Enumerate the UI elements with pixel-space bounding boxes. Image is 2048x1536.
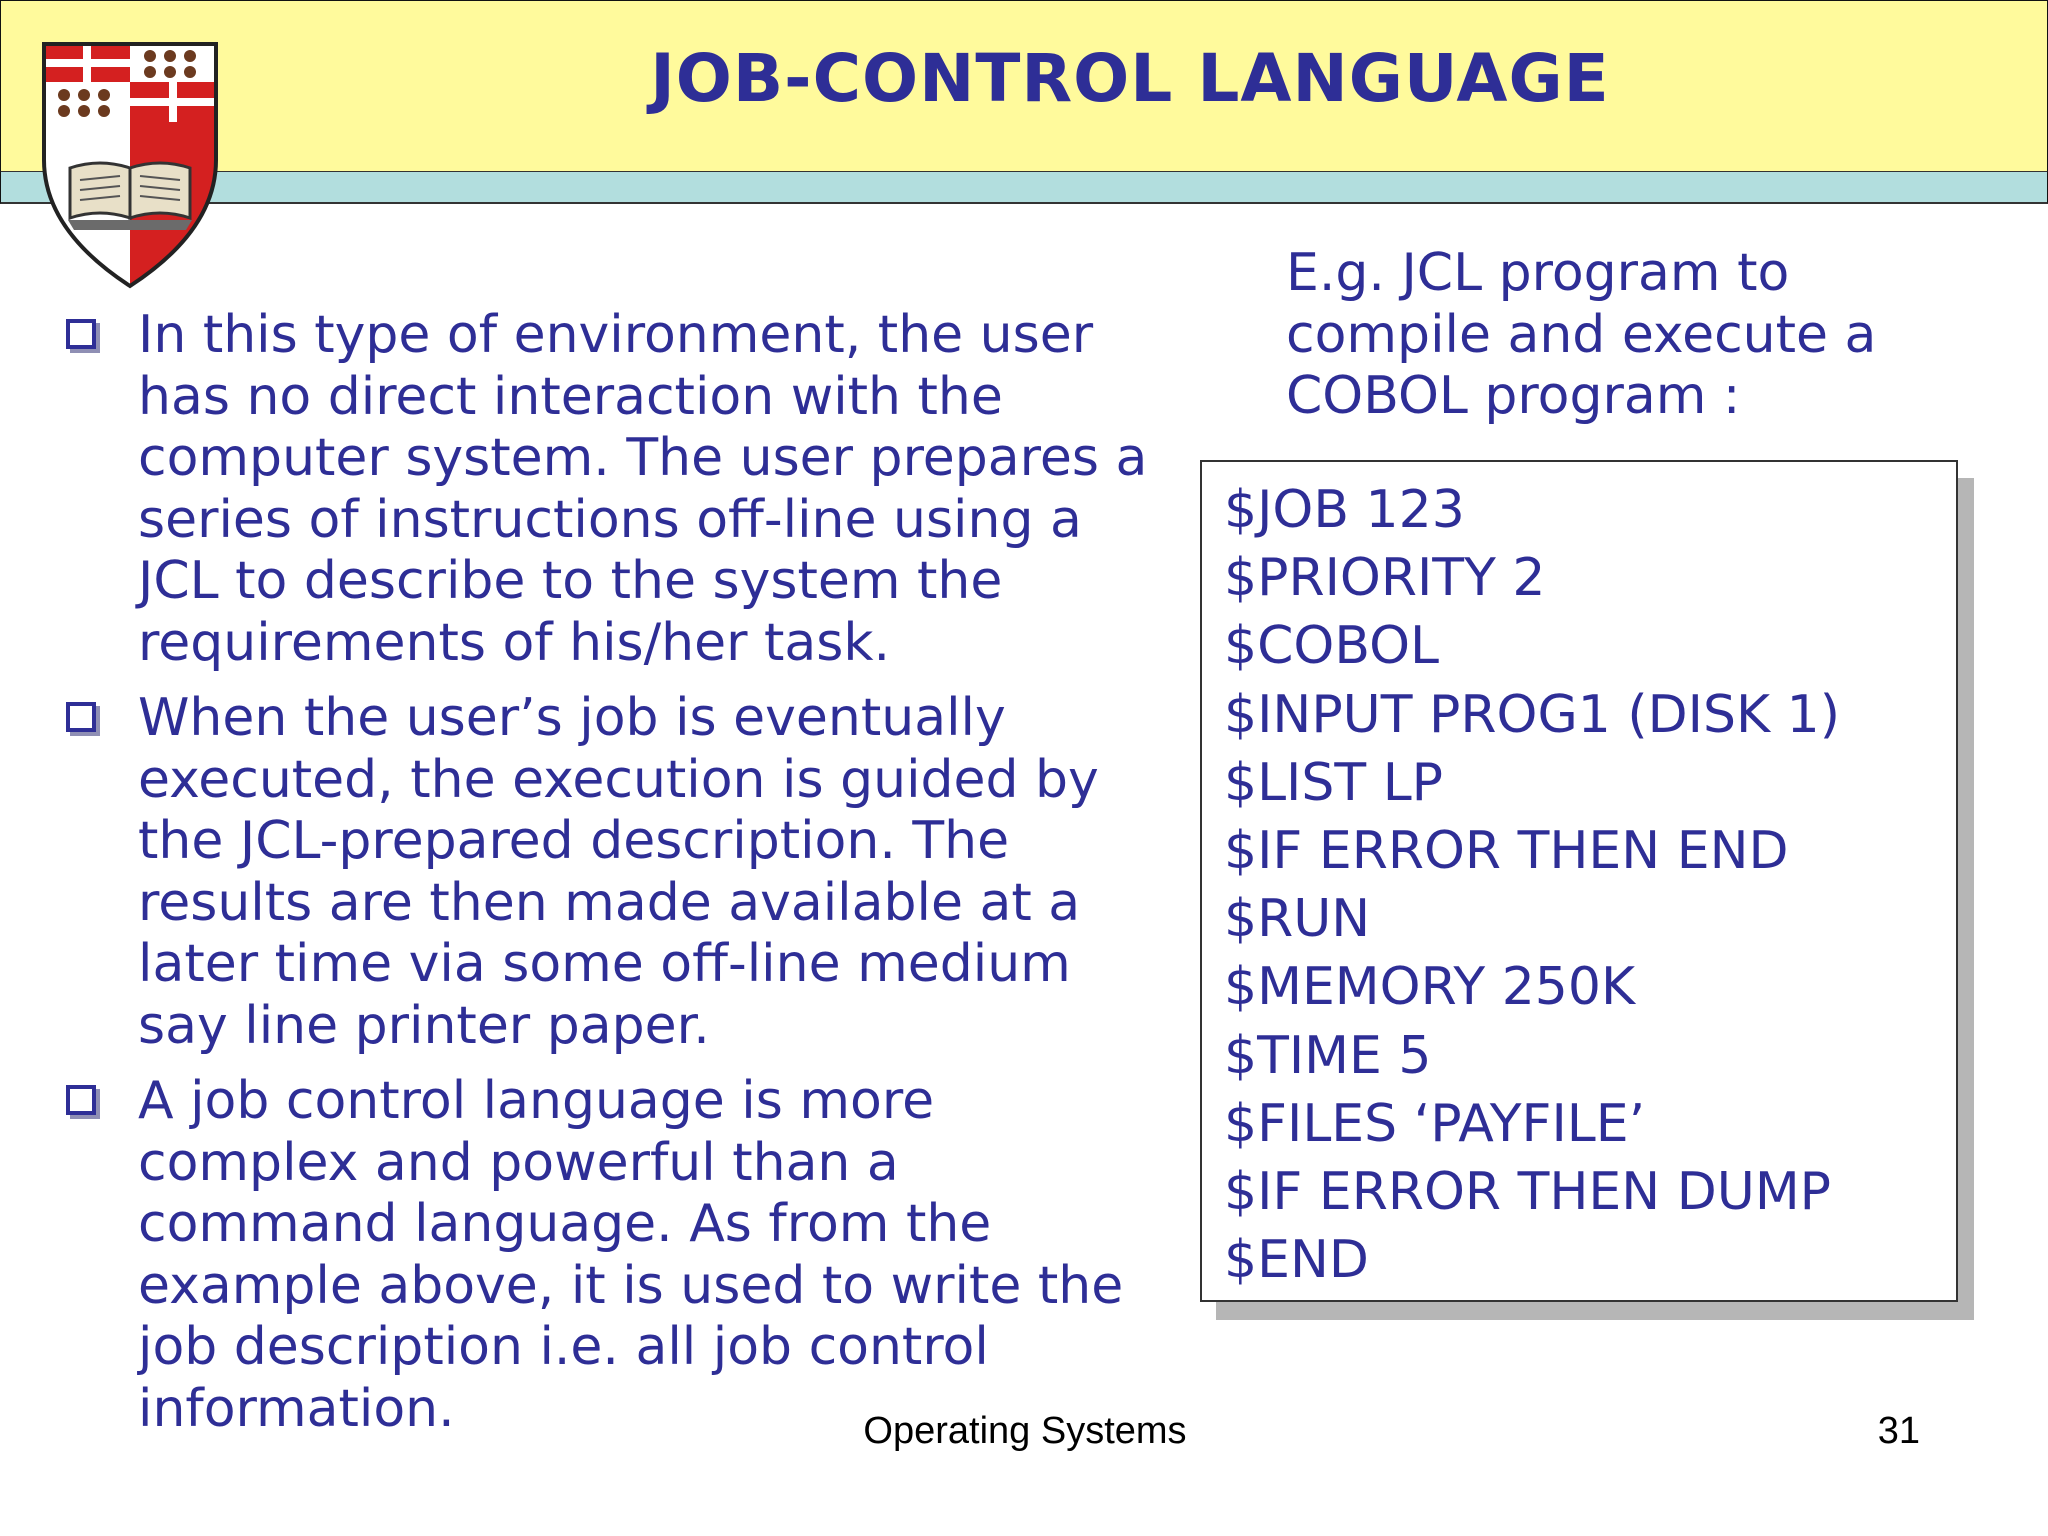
code-line: $JOB 123: [1224, 480, 1465, 540]
footer-course-title: Operating Systems: [863, 1410, 1187, 1452]
jcl-code-box: [1200, 460, 1958, 1302]
accent-band: [0, 172, 2048, 204]
bullet-text: In this type of environment, the user has no direct interaction with the computer system. The user prepares a series of instructions off-line using a JCL to describe to the system the requirements of his/her task.: [138, 305, 1148, 673]
footer-page-number: 31: [1877, 1410, 1920, 1452]
checkbox-bullet-icon: [66, 702, 96, 732]
bullet-item: [60, 305, 1150, 674]
code-line: $COBOL: [1224, 616, 1439, 677]
code-line: $TIME 5: [1224, 1025, 1432, 1086]
checkbox-bullet-icon: [66, 319, 96, 349]
bullet-text: A job control language is more complex and powerful than a command language. As from the example above, it is used to write the job description i.e. all job control information.: [138, 1071, 1124, 1439]
code-line: $INPUT PROG1 (DISK 1): [1224, 684, 1841, 745]
university-crest-logo: [40, 40, 220, 290]
bullet-item: [60, 688, 1150, 1057]
code-line: $PRIORITY 2: [1224, 548, 1546, 609]
code-line: $END: [1224, 1230, 1369, 1291]
code-line: $IF ERROR THEN END: [1224, 821, 1789, 882]
bullet-item: [60, 1071, 1150, 1440]
bullet-list: [60, 305, 1150, 1454]
slide-title: JOB-CONTROL LANGUAGE: [650, 40, 1610, 117]
checkbox-bullet-icon: [66, 1085, 96, 1115]
bullet-text: When the user’s job is eventually executed, the execution is guided by the JCL-prepared description. The results are then made available at a later time via some off-line medium say line printer paper.: [138, 688, 1099, 1056]
code-line: $LIST LP: [1224, 752, 1444, 813]
example-caption: E.g. JCL program to compile and execute a COBOL program :: [1286, 243, 1877, 426]
code-line: $MEMORY 250K: [1224, 957, 1636, 1018]
code-line: $FILES ‘PAYFILE’: [1224, 1093, 1646, 1154]
code-line: $RUN: [1224, 889, 1371, 950]
code-line: $IF ERROR THEN DUMP: [1224, 1162, 1832, 1223]
